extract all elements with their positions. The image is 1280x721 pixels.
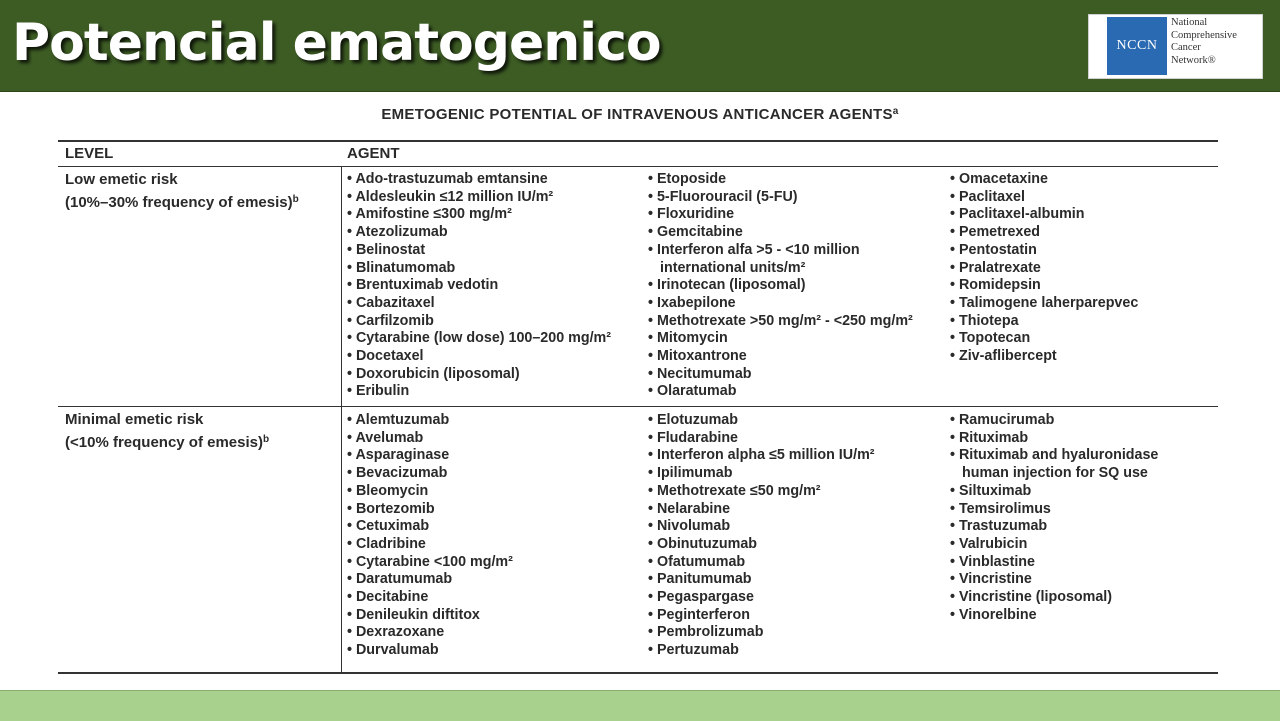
agent-item: • Ado-trastuzumab emtansine xyxy=(347,171,548,187)
agent-item: • Pertuzumab xyxy=(648,642,739,659)
logo-line: Cancer xyxy=(1171,42,1201,53)
column-divider xyxy=(341,166,342,673)
agent-item: • Docetaxel xyxy=(347,348,424,365)
slide-title: Potencial ematogenico xyxy=(12,13,661,73)
agent-item: • Cetuximab xyxy=(347,518,430,535)
agent-item: • Interferon alpha ≤5 million IU/m² xyxy=(648,447,875,464)
agent-item: • Cabazitaxel xyxy=(347,294,435,311)
agent-item: • Methotrexate ≤50 mg/m² xyxy=(648,482,821,499)
level-name: Minimal emetic risk xyxy=(65,411,204,428)
row-rule xyxy=(58,406,1218,407)
agent-list xyxy=(950,171,1138,366)
agent-item: • Asparaginase xyxy=(347,447,450,464)
agent-item: • Pentostatin xyxy=(950,241,1037,258)
agent-item: • Bortezomib xyxy=(347,500,435,517)
agent-item: • Alemtuzumab xyxy=(347,412,450,428)
agent-item: • Mitoxantrone xyxy=(648,348,747,365)
agent-item: • Irinotecan (liposomal) xyxy=(648,277,806,294)
agent-item: • Ipilimumab xyxy=(648,465,733,482)
agent-item: • Brentuximab vedotin xyxy=(347,277,499,294)
agent-item: • Belinostat xyxy=(347,241,426,258)
header-rule xyxy=(58,166,1218,167)
agent-item: • Temsirolimus xyxy=(950,500,1051,517)
level-frequency: (10%–30% frequency of emesis)$^b$ xyxy=(65,194,299,211)
agent-item: • Pemetrexed xyxy=(950,224,1041,241)
agent-list xyxy=(347,171,611,401)
agent-item: • Pegaspargase xyxy=(648,589,754,606)
agent-item: • Topotecan xyxy=(950,330,1031,347)
agent-item: • Paclitaxel-albumin xyxy=(950,206,1085,223)
agent-item: • Blinatumomab xyxy=(347,259,456,276)
nccn-logo xyxy=(1088,14,1263,79)
table-title xyxy=(0,106,1280,123)
agent-item: • Decitabine xyxy=(347,589,429,606)
agent-item: • Cytarabine <100 mg/m² xyxy=(347,553,513,570)
nccn-logo-mark: NCCN xyxy=(1107,17,1167,75)
footer-bar xyxy=(0,690,1280,721)
nccn-logo-text xyxy=(1171,17,1237,67)
agent-item: • Cladribine xyxy=(347,535,426,552)
agent-list xyxy=(648,171,913,401)
level-frequency: (<10% frequency of emesis)$^b$ xyxy=(65,434,270,451)
agent-item: • Vinorelbine xyxy=(950,606,1037,623)
agent-item: • Amifostine ≤300 mg/m² xyxy=(347,206,512,223)
agent-item: • 5-Fluorouracil (5-FU) xyxy=(648,188,798,205)
agent-item: • Vincristine xyxy=(950,571,1032,588)
agent-item: • Rituximab xyxy=(950,429,1029,446)
agent-item: • Avelumab xyxy=(347,429,424,446)
table-title-footnote: a xyxy=(892,106,899,117)
agent-item: • Durvalumab xyxy=(347,642,439,659)
agent-item: international units/m² xyxy=(660,259,806,276)
agent-item: • Floxuridine xyxy=(648,206,735,223)
agent-item: • Daratumumab xyxy=(347,571,453,588)
agent-item: • Rituximab and hyaluronidase xyxy=(950,447,1159,464)
row-low-level xyxy=(65,170,299,213)
agent-item: • Thiotepa xyxy=(950,312,1019,329)
agent-item: • Ramucirumab xyxy=(950,412,1055,428)
agent-item: • Trastuzumab xyxy=(950,518,1048,535)
agent-item: • Vinblastine xyxy=(950,553,1035,570)
agent-item: • Etoposide xyxy=(648,171,727,187)
agent-item: • Cytarabine (low dose) 100–200 mg/m² xyxy=(347,330,612,347)
agent-list xyxy=(347,412,513,660)
row-minimal-level xyxy=(65,410,269,453)
agent-item: • Interferon alfa >5 - <10 million xyxy=(648,241,860,258)
agent-item: • Ixabepilone xyxy=(648,294,736,311)
agent-item: • Pembrolizumab xyxy=(648,624,764,641)
header-level: LEVEL xyxy=(65,145,114,162)
agent-list xyxy=(950,412,1158,624)
emetogenic-table xyxy=(0,92,1280,690)
agent-item: • Doxorubicin (liposomal) xyxy=(347,365,520,382)
agent-item: • Obinutuzumab xyxy=(648,535,758,552)
agent-item: • Vincristine (liposomal) xyxy=(950,589,1113,606)
agent-item: • Ofatumumab xyxy=(648,553,746,570)
agent-item: • Pralatrexate xyxy=(950,259,1041,276)
agent-item: • Panitumumab xyxy=(648,571,752,588)
agent-item: • Valrubicin xyxy=(950,535,1028,552)
agent-item: • Olaratumab xyxy=(648,383,737,400)
agent-item: • Peginterferon xyxy=(648,606,750,623)
agent-item: • Bleomycin xyxy=(347,482,429,499)
agent-item: • Aldesleukin ≤12 million IU/m² xyxy=(347,188,554,205)
agent-item: • Eribulin xyxy=(347,383,410,400)
agent-item: • Paclitaxel xyxy=(950,188,1025,205)
agent-item: • Romidepsin xyxy=(950,277,1041,294)
agent-item: human injection for SQ use xyxy=(962,465,1148,482)
agent-item: • Nivolumab xyxy=(648,518,731,535)
agent-item: • Mitomycin xyxy=(648,330,728,347)
agent-item: • Fludarabine xyxy=(648,429,739,446)
agent-item: • Ziv-aflibercept xyxy=(950,348,1057,365)
agent-item: • Siltuximab xyxy=(950,482,1032,499)
agent-list xyxy=(648,412,875,660)
agent-item: • Omacetaxine xyxy=(950,171,1048,187)
agent-item: • Necitumumab xyxy=(648,365,752,382)
agent-item: • Nelarabine xyxy=(648,500,731,517)
agent-item: • Bevacizumab xyxy=(347,465,448,482)
header-agent: AGENT xyxy=(347,145,400,162)
table-top-rule xyxy=(58,140,1218,142)
table-title-text: EMETOGENIC POTENTIAL OF INTRAVENOUS ANTICANCER AGENTS xyxy=(381,106,893,123)
agent-item: • Carfilzomib xyxy=(347,312,434,329)
table-bottom-rule xyxy=(58,672,1218,674)
agent-item: • Talimogene laherparepvec xyxy=(950,294,1139,311)
level-name: Low emetic risk xyxy=(65,171,178,188)
logo-line: Network® xyxy=(1171,54,1216,66)
agent-item: • Methotrexate >50 mg/m² - <250 mg/m² xyxy=(648,312,913,329)
title-bar xyxy=(0,0,1280,92)
agent-item: • Gemcitabine xyxy=(648,224,743,241)
agent-item: • Elotuzumab xyxy=(648,412,738,428)
agent-item: • Denileukin diftitox xyxy=(347,606,480,623)
logo-line: Comprehensive xyxy=(1171,29,1237,41)
agent-item: • Atezolizumab xyxy=(347,224,448,241)
agent-item: • Dexrazoxane xyxy=(347,624,445,641)
logo-line: National xyxy=(1171,17,1208,28)
